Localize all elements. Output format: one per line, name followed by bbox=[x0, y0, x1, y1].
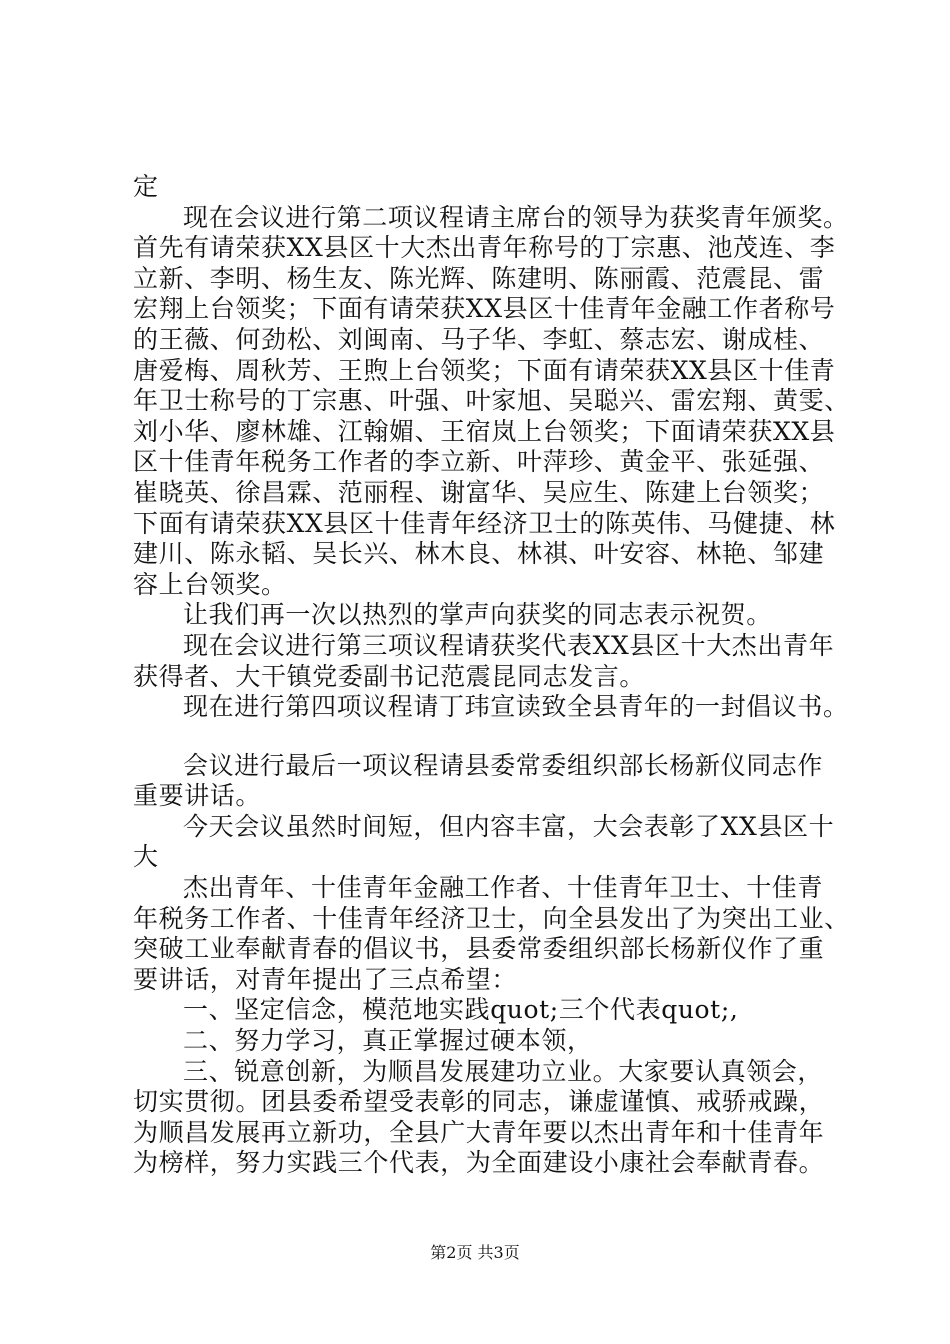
text-line: 崔晓英、徐昌霖、范丽程、谢富华、吴应生、陈建上台领奖； bbox=[133, 477, 825, 507]
text-line: 重要讲话。 bbox=[133, 781, 262, 811]
paragraph-gap bbox=[133, 723, 845, 751]
text-line: 定 bbox=[133, 172, 159, 201]
text-line: 大 bbox=[133, 842, 159, 872]
text-line: 首先有请荣获XX县区十大杰出青年称号的丁宗惠、池茂连、李 bbox=[133, 233, 836, 263]
text-line: 刘小华、廖林雄、江翰媚、王宿岚上台领奖；下面请荣获XX县 bbox=[133, 416, 836, 446]
paragraph-start-line: 今天会议虽然时间短，但内容丰富，大会表彰了XX县区十 bbox=[183, 811, 835, 841]
text-line: 获得者、大干镇党委副书记范震昆同志发言。 bbox=[133, 661, 646, 691]
text-line: 年税务工作者、十佳青年经济卫士，向全县发出了为突出工业、 bbox=[133, 903, 850, 933]
text-line: 年卫士称号的丁宗惠、叶强、叶家旭、吴聪兴、雷宏翔、黄雯、 bbox=[133, 386, 850, 416]
text-line: 立新、李明、杨生友、陈光辉、陈建明、陈丽霞、范震昆、雷 bbox=[133, 263, 825, 293]
text-line: 突破工业奉献青春的倡议书，县委常委组织部长杨新仪作了重 bbox=[133, 934, 825, 964]
paragraph-start-line: 杰出青年、十佳青年金融工作者、十佳青年卫士、十佳青 bbox=[183, 873, 824, 903]
paragraph-start-line: 现在进行第四项议程请丁玮宣读致全县青年的一封倡议书。 bbox=[183, 692, 849, 722]
text-line: 为榜样，努力实践三个代表，为全面建设小康社会奉献青春。 bbox=[133, 1148, 825, 1178]
text-line: 区十佳青年税务工作者的李立新、叶萍珍、黄金平、张延强、 bbox=[133, 447, 825, 477]
paragraph-start-line: 让我们再一次以热烈的掌声向获奖的同志表示祝贺。 bbox=[183, 600, 772, 630]
paragraph-start-line: 会议进行最后一项议程请县委常委组织部长杨新仪同志作 bbox=[183, 750, 824, 780]
text-line: 建川、陈永韬、吴长兴、林木良、林祺、叶安容、林艳、邹建 bbox=[133, 539, 825, 569]
text-line: 的王薇、何劲松、刘闽南、马子华、李虹、蔡志宏、谢成桂、 bbox=[133, 324, 825, 354]
list-item-line: 三、锐意创新，为顺昌发展建功立业。大家要认真领会， bbox=[183, 1056, 824, 1086]
paragraph-start-line: 现在会议进行第二项议程请主席台的领导为获奖青年颁奖。 bbox=[183, 202, 849, 232]
text-line: 宏翔上台领奖；下面有请荣获XX县区十佳青年金融工作者称号 bbox=[133, 294, 836, 324]
text-line: 容上台领奖。 bbox=[133, 569, 287, 599]
text-line: 切实贯彻。团县委希望受表彰的同志，谦虚谨慎、戒骄戒躁， bbox=[133, 1087, 825, 1117]
text-line: 要讲话，对青年提出了三点希望： bbox=[133, 964, 518, 994]
text-line: 唐爱梅、周秋芳、王煦上台领奖；下面有请荣获XX县区十佳青 bbox=[133, 355, 836, 385]
list-item-line: 二、努力学习，真正掌握过硬本领， bbox=[183, 1026, 593, 1056]
page-number-footer: 第2页 共3页 bbox=[430, 1243, 520, 1262]
paragraph-start-line: 现在会议进行第三项议程请获奖代表XX县区十大杰出青年 bbox=[183, 630, 835, 660]
document-body bbox=[133, 172, 850, 1179]
text-line: 下面有请荣获XX县区十佳青年经济卫士的陈英伟、马健捷、林 bbox=[133, 508, 836, 538]
text-line: 为顺昌发展再立新功，全县广大青年要以杰出青年和十佳青年 bbox=[133, 1117, 825, 1147]
list-item-line: 一、坚定信念，模范地实践quot;三个代表quot;, bbox=[183, 995, 739, 1025]
